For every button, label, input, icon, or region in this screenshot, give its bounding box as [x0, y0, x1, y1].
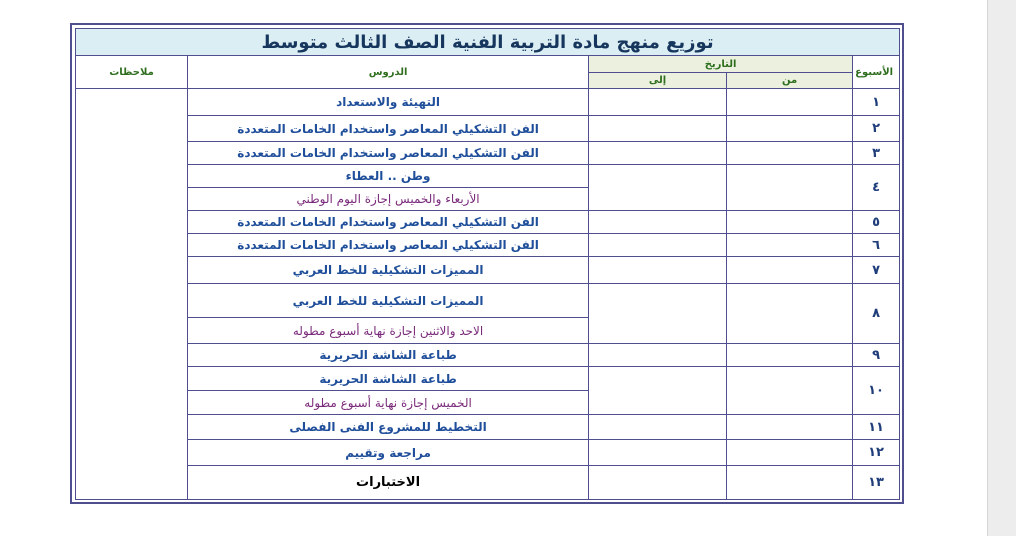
- from-cell[interactable]: [727, 344, 853, 367]
- week-number: ٦: [853, 234, 900, 257]
- lesson-cell: الفن التشكيلي المعاصر واستخدام الخامات المتعددة: [188, 116, 589, 142]
- header-notes: ملاحظات: [76, 56, 188, 89]
- to-cell[interactable]: [589, 89, 727, 116]
- table-row: [76, 234, 900, 257]
- holiday-note: الخميس إجازة نهاية أسبوع مطوله: [188, 391, 589, 415]
- week-number: ١: [853, 89, 900, 116]
- from-cell[interactable]: [727, 257, 853, 284]
- exam-cell: الاختبارات: [188, 466, 589, 500]
- curriculum-table: [75, 28, 900, 500]
- table-row: [76, 165, 900, 188]
- from-cell[interactable]: [727, 89, 853, 116]
- table-row: [76, 367, 900, 391]
- week-number: ٧: [853, 257, 900, 284]
- table-row: [76, 440, 900, 466]
- header-week: الأسبوع: [853, 56, 900, 89]
- week-number: ١٢: [853, 440, 900, 466]
- from-cell[interactable]: [727, 367, 853, 415]
- from-cell[interactable]: [727, 415, 853, 440]
- lesson-cell: طباعة الشاشة الحريرية: [188, 344, 589, 367]
- table-row: [76, 344, 900, 367]
- to-cell[interactable]: [589, 211, 727, 234]
- from-cell[interactable]: [727, 142, 853, 165]
- lesson-cell: وطن .. العطاء: [188, 165, 589, 188]
- to-cell[interactable]: [589, 415, 727, 440]
- header-lessons: الدروس: [188, 56, 589, 89]
- week-number: ٤: [853, 165, 900, 211]
- table-row: [76, 284, 900, 318]
- lesson-cell: المميزات التشكيلية للخط العربي: [188, 257, 589, 284]
- week-number: ١٣: [853, 466, 900, 500]
- table-row: [76, 466, 900, 500]
- from-cell[interactable]: [727, 116, 853, 142]
- lesson-cell: التهيئة والاستعداد: [188, 89, 589, 116]
- to-cell[interactable]: [589, 165, 727, 211]
- from-cell[interactable]: [727, 165, 853, 211]
- to-cell[interactable]: [589, 142, 727, 165]
- holiday-note: الاحد والاثنين إجازة نهاية أسبوع مطوله: [188, 318, 589, 344]
- week-number: ٥: [853, 211, 900, 234]
- lesson-cell: الفن التشكيلي المعاصر واستخدام الخامات المتعددة: [188, 142, 589, 165]
- week-number: ١٠: [853, 367, 900, 415]
- lesson-cell: المميزات التشكيلية للخط العربي: [188, 284, 589, 318]
- lesson-cell: التخطيط للمشروع الفنى الفصلى: [188, 415, 589, 440]
- to-cell[interactable]: [589, 257, 727, 284]
- table-row: [76, 116, 900, 142]
- lesson-cell: الفن التشكيلي المعاصر واستخدام الخامات المتعددة: [188, 211, 589, 234]
- lesson-cell: الفن التشكيلي المعاصر واستخدام الخامات المتعددة: [188, 234, 589, 257]
- table-row: [76, 89, 900, 116]
- to-cell[interactable]: [589, 466, 727, 500]
- from-cell[interactable]: [727, 211, 853, 234]
- from-cell[interactable]: [727, 234, 853, 257]
- lesson-cell: مراجعة وتقييم: [188, 440, 589, 466]
- header-date: التاريخ: [589, 56, 853, 73]
- to-cell[interactable]: [589, 367, 727, 415]
- page-title: توزيع منهج مادة التربية الفنية الصف الثالث متوسط: [76, 29, 900, 56]
- from-cell[interactable]: [727, 284, 853, 344]
- week-number: ٩: [853, 344, 900, 367]
- table-row: [76, 257, 900, 284]
- table-row: [76, 415, 900, 440]
- header-from: من: [727, 73, 853, 89]
- to-cell[interactable]: [589, 116, 727, 142]
- week-number: ٣: [853, 142, 900, 165]
- week-number: ١١: [853, 415, 900, 440]
- lesson-cell: طباعة الشاشة الحريرية: [188, 367, 589, 391]
- week-number: ٨: [853, 284, 900, 344]
- curriculum-sheet: [70, 23, 904, 504]
- table-row: [76, 142, 900, 165]
- notes-cell[interactable]: [76, 89, 188, 500]
- holiday-note: الأربعاء والخميس إجازة اليوم الوطني: [188, 188, 589, 211]
- to-cell[interactable]: [589, 284, 727, 344]
- table-row: [76, 211, 900, 234]
- to-cell[interactable]: [589, 440, 727, 466]
- from-cell[interactable]: [727, 440, 853, 466]
- from-cell[interactable]: [727, 466, 853, 500]
- to-cell[interactable]: [589, 344, 727, 367]
- header-to: إلى: [589, 73, 727, 89]
- to-cell[interactable]: [589, 234, 727, 257]
- vertical-scrollbar[interactable]: [987, 0, 1016, 536]
- week-number: ٢: [853, 116, 900, 142]
